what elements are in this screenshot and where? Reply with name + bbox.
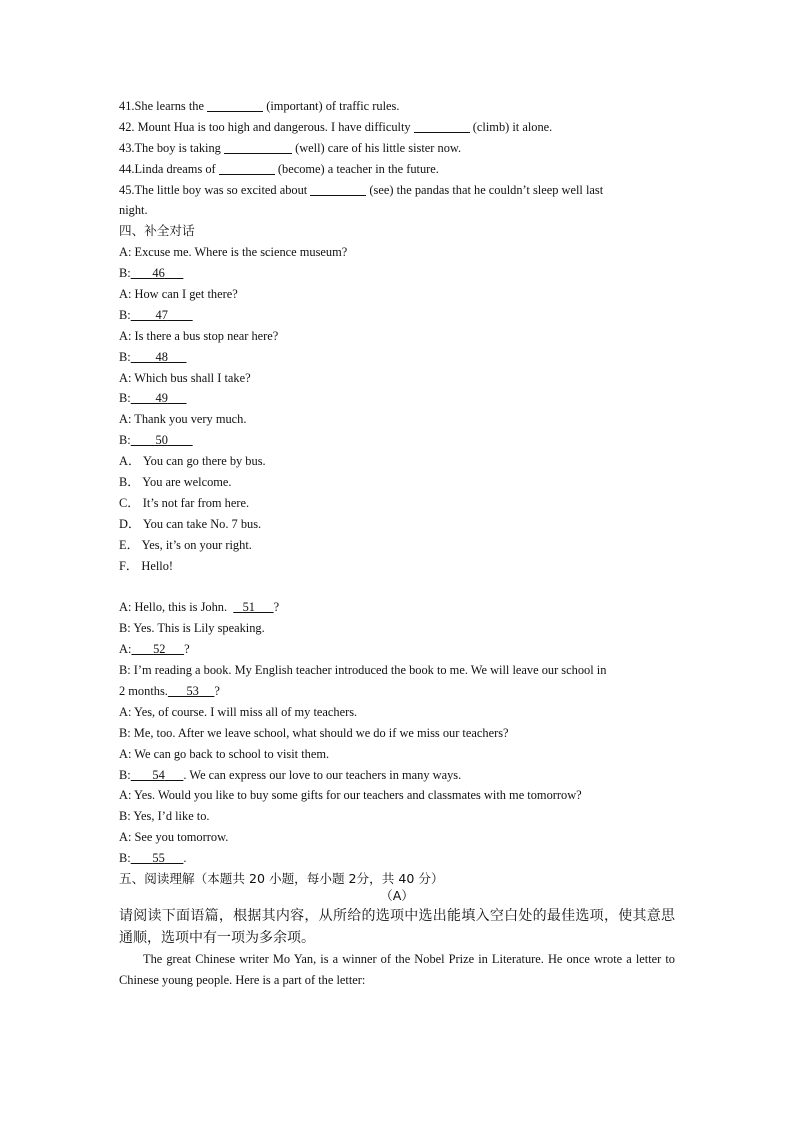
speaker: B: — [119, 767, 131, 782]
answer-blank-50[interactable] — [131, 433, 193, 447]
dialogue-line: A: See you tomorrow. — [119, 830, 229, 845]
speaker: B: — [119, 266, 131, 281]
speaker: B: — [119, 307, 131, 322]
question-41 — [119, 96, 675, 117]
dialogue-text: . — [183, 851, 187, 866]
dialogue-text: ? — [273, 600, 280, 615]
reading-instruction: 请阅读下面语篇，根据其内容，从所给的选项中选出能填入空白处的最佳选项，使其意思通顺，选项中有一项为多余项。 — [119, 907, 675, 946]
dialogue-line — [119, 681, 675, 702]
question-text: (important) of traffic rules. — [263, 99, 400, 113]
dialogue-line: A: Yes, of course. I will miss all of my teachers. — [119, 704, 358, 719]
dialogue-text: A: Hello, this is John. — [119, 600, 234, 615]
answer-blank-53[interactable] — [168, 684, 214, 698]
dialogue-line — [119, 284, 675, 305]
dialogue-text: Excuse me. Where is the science museum? — [131, 245, 348, 260]
speaker: A: — [119, 287, 132, 302]
question-text: 42. Mount Hua is too high and dangerous. I have difficulty — [119, 119, 414, 134]
speaker: B: — [119, 349, 131, 364]
dialogue-text: Which bus shall I take? — [131, 370, 251, 385]
speaker: A: — [119, 642, 132, 657]
question-42 — [119, 117, 675, 138]
answer-blank[interactable] — [414, 118, 470, 133]
section4-title: 四、补全对话 — [119, 223, 195, 239]
answer-blank[interactable] — [224, 139, 292, 154]
dialogue-line — [119, 242, 675, 263]
option-c: C． It’s not far from here. — [119, 495, 250, 510]
blank-number: 55 — [152, 851, 165, 866]
question-text: 45.The little boy was so excited about — [119, 182, 311, 197]
question-44 — [119, 159, 675, 180]
speaker: A: — [119, 328, 132, 343]
question-text: (climb) it alone. — [469, 119, 553, 134]
speaker: B: — [119, 851, 131, 866]
dialogue-line — [119, 263, 675, 284]
worksheet-page — [119, 96, 675, 992]
question-text: 41.She learns the — [119, 99, 208, 113]
dialogue-line: A: Yes. Would you like to buy some gifts for our teachers and classmates with me tomorrow? — [119, 788, 582, 803]
passage-label: （A） — [380, 887, 414, 903]
fill-in-questions — [119, 96, 675, 221]
dialogue-line — [119, 430, 675, 451]
speaker: A: — [119, 245, 132, 260]
dialogue-text: 2 months. — [119, 683, 168, 698]
blank-number: 52 — [153, 642, 166, 657]
dialogue-line: A: We can go back to school to visit them. — [119, 746, 330, 761]
option-f: F． Hello! — [119, 558, 174, 573]
dialogue-line — [119, 848, 675, 869]
question-43 — [119, 138, 675, 159]
question-text: (well) care of his little sister now. — [291, 140, 462, 155]
blank-number: 46 — [152, 266, 165, 281]
speaker: B: — [119, 433, 131, 448]
dialogue-text: ? — [214, 683, 220, 698]
blank-number: 47 — [155, 307, 168, 322]
option-a: A． You can go there by bus. — [119, 454, 266, 469]
answer-blank-52[interactable] — [131, 642, 184, 656]
dialogue-line: B: I’m reading a book. My English teacher introduced the book to me. We will leave our school in — [119, 663, 607, 678]
option-b: B． You are welcome. — [119, 475, 232, 490]
answer-blank-54[interactable] — [131, 768, 184, 782]
blank-number: 51 — [242, 600, 255, 615]
dialogue-line: B: Me, too. After we leave school, what should we do if we miss our teachers? — [119, 725, 509, 740]
dialogue-text: How can I get there? — [131, 287, 238, 302]
dialogue-line — [119, 388, 675, 409]
blank-number: 53 — [186, 683, 199, 698]
dialogue-line — [119, 368, 675, 389]
dialogue-line — [119, 347, 675, 368]
dialogue-line — [119, 326, 675, 347]
question-text: (become) a teacher in the future. — [274, 161, 439, 176]
dialogue-line — [119, 597, 675, 618]
question-45 — [119, 180, 675, 201]
dialogue-2 — [119, 597, 675, 869]
section5-title: 五、阅读理解（本题共 20 小题，每小题 2分，共 40 分） — [119, 870, 444, 886]
answer-blank-51[interactable] — [233, 600, 273, 614]
option-e: E． Yes, it’s on your right. — [119, 537, 252, 552]
dialogue-line — [119, 409, 675, 430]
answer-blank-49[interactable] — [131, 391, 187, 405]
dialogue-text: . We can express our love to our teachers in many ways. — [183, 767, 462, 782]
answer-blank-46[interactable] — [131, 266, 184, 280]
reading-passage: The great Chinese writer Mo Yan, is a winner of the Nobel Prize in Literature. He once wrote a letter to Chinese young people. Here is a part of the letter: — [119, 951, 675, 988]
question-text: 44.Linda dreams of — [119, 161, 219, 176]
dialogue-line — [119, 305, 675, 326]
question-text: 43.The boy is taking — [119, 140, 224, 155]
answer-blank-48[interactable] — [131, 350, 187, 364]
answer-blank[interactable] — [310, 181, 366, 196]
spacer — [119, 576, 675, 597]
dialogue-text: Is there a bus stop near here? — [131, 328, 279, 343]
answer-blank-55[interactable] — [131, 851, 187, 866]
dialogue-line — [119, 639, 675, 660]
answer-blank[interactable] — [207, 97, 263, 112]
dialogue-options — [119, 451, 675, 576]
speaker: B: — [119, 391, 131, 406]
question-45-continuation: night. — [119, 203, 148, 218]
speaker: A: — [119, 412, 132, 427]
blank-number: 54 — [152, 767, 165, 782]
blank-number: 49 — [155, 391, 168, 406]
blank-number: 48 — [155, 349, 168, 364]
dialogue-1 — [119, 242, 675, 451]
answer-blank-47[interactable] — [131, 308, 193, 322]
option-d: D． You can take No. 7 bus. — [119, 516, 262, 531]
dialogue-text: Thank you very much. — [131, 412, 247, 427]
dialogue-line: B: Yes. This is Lily speaking. — [119, 621, 265, 636]
blank-number: 50 — [155, 433, 168, 448]
speaker: A: — [119, 370, 132, 385]
dialogue-text: ? — [184, 642, 190, 657]
answer-blank[interactable] — [219, 160, 275, 175]
dialogue-line: B: Yes, I’d like to. — [119, 809, 210, 824]
question-text: (see) the pandas that he couldn’t sleep well last — [366, 182, 604, 197]
dialogue-line — [119, 765, 675, 786]
